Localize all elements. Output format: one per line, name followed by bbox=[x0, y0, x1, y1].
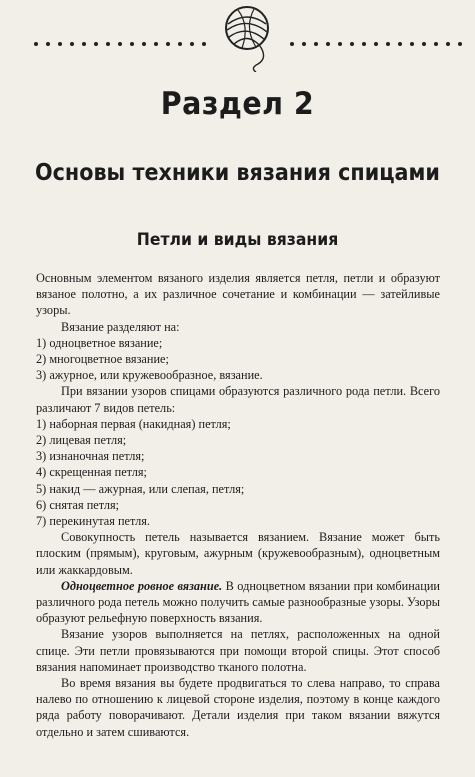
plain-knitting-text: В одноцветном вязании при комбинации различного рода петель можно получить самые разнообразные узоры. Узоры образуют рельефную поверхность вязания. bbox=[36, 578, 440, 626]
plain-knitting-paragraph bbox=[36, 578, 440, 627]
list-item: 6) снятая петля; bbox=[36, 497, 120, 512]
list-item: 1) одноцветное вязание; bbox=[36, 335, 163, 350]
list-item: 3) ажурное, или кружевообразное, вязание. bbox=[36, 368, 263, 383]
section-title: Раздел 2 bbox=[160, 86, 315, 122]
collection-paragraph: Совокупность петель называется вязанием. Вязание может быть плоским (прямым), круговым, ажурным (кружевообразным), одноцветным или жаккардовым. bbox=[36, 530, 440, 577]
dotted-rule-left bbox=[34, 40, 206, 48]
chapter-title: Основы техники вязания спицами bbox=[35, 160, 440, 186]
direction-paragraph: Во время вязания вы будете продвигаться то слева направо, то справа налево по отношению к лицевой стороне изделия, поэтому в конце каждого ряда работу поворачивают. Детали изделия при таком вязании вяжутся отдельно и затем сшиваются. bbox=[36, 676, 440, 739]
dotted-rule-right bbox=[290, 40, 462, 48]
list-item: 7) перекинутая петля. bbox=[36, 514, 150, 529]
intro-paragraph: Основным элементом вязаного изделия является петля, петли и образуют вязаное полотно, а их различное сочетание и комбинации — затейливые узоры. bbox=[36, 271, 440, 318]
loops-lead: При вязании узоров спицами образуются различного рода петли. Всего различают 7 видов петель: bbox=[36, 384, 440, 415]
list-item: 2) многоцветное вязание; bbox=[36, 352, 169, 367]
list-item: 2) лицевая петля; bbox=[36, 433, 127, 448]
body-text bbox=[36, 270, 440, 740]
plain-knitting-term: Одноцветное ровное вязание. bbox=[61, 578, 223, 593]
list-item: 3) изнаночная петля; bbox=[36, 449, 145, 464]
division-lead: Вязание разделяют на: bbox=[61, 319, 180, 334]
list-item: 5) накид — ажурная, или слепая, петля; bbox=[36, 481, 245, 496]
patterns-paragraph: Вязание узоров выполняется на петлях, расположенных на одной спице. Эти петли провязываются при помощи второй спицы. Этот способ вязания напоминает производство тканого полотна. bbox=[36, 627, 440, 674]
division-list bbox=[36, 335, 440, 384]
loops-list bbox=[36, 416, 440, 529]
yarn-ball-icon bbox=[220, 2, 274, 72]
list-item: 1) наборная первая (накидная) петля; bbox=[36, 416, 231, 431]
list-item: 4) скрещенная петля; bbox=[36, 465, 147, 480]
subsection-title: Петли и виды вязания bbox=[136, 230, 339, 250]
